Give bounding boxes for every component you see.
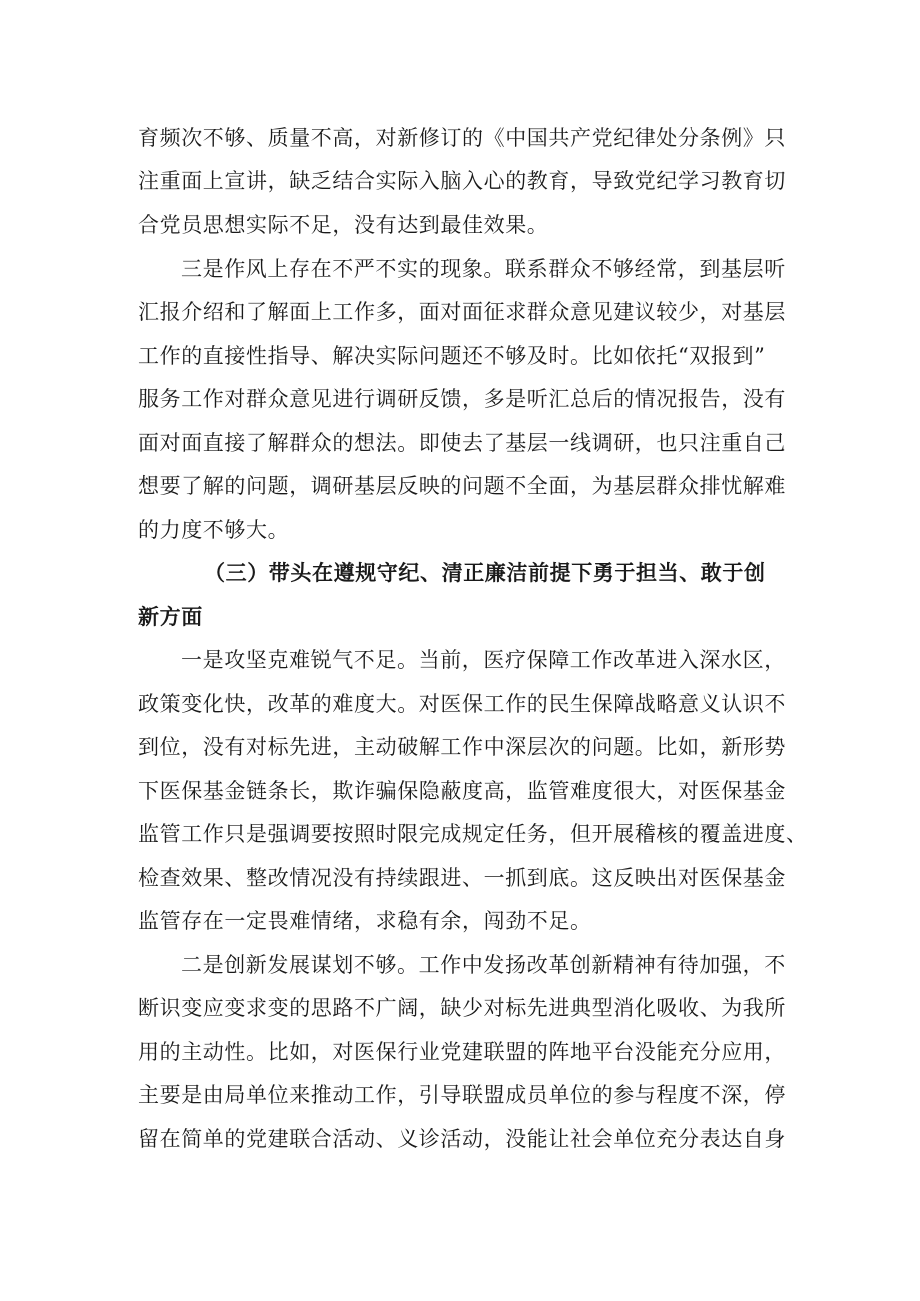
paragraph-start-line: 三是作风上存在不严不实的现象。联系群众不够经常，到基层听 [181, 257, 786, 281]
text-line: 用的主动性。比如，对医保行业党建联盟的阵地平台没能充分应用， [138, 1040, 786, 1064]
text-line: 政策变化快，改革的难度大。对医保工作的民生保障战略意义认识不 [138, 692, 786, 716]
text-line: 育频次不够、质量不高，对新修订的《中国共产党纪律处分条例》只 [138, 126, 786, 150]
text-line: 工作的直接性指导、解决实际问题还不够及时。比如依托“双报到” [138, 344, 766, 368]
text-line: 想要了解的问题，调研基层反映的问题不全面，为基层群众排忧解难 [138, 474, 786, 498]
text-line: 断识变应变求变的思路不广阔，缺少对标先进典型消化吸收、为我所 [138, 996, 786, 1020]
text-line: 留在简单的党建联合活动、义诊活动，没能让社会单位充分表达自身 [138, 1127, 786, 1151]
text-line: 到位，没有对标先进，主动破解工作中深层次的问题。比如，新形势 [138, 735, 786, 759]
text-line: 下医保基金链条长，欺诈骗保隐蔽度高，监管难度很大，对医保基金 [138, 779, 786, 803]
section-heading-continued: 新方面 [138, 604, 203, 629]
section-heading: （三）带头在遵规守纪、清正廉洁前提下勇于担当、敢于创 [204, 560, 766, 585]
text-line: 主要是由局单位来推动工作，引导联盟成员单位的参与程度不深，停 [138, 1083, 786, 1107]
paragraph-start-line: 一是攻坚克难锐气不足。当前，医疗保障工作改革进入深水区， [181, 648, 786, 672]
text-line: 监管工作只是强调要按照时限完成规定任务，但开展稽核的覆盖进度、 [138, 822, 808, 846]
text-line: 汇报介绍和了解面上工作多，面对面征求群众意见建议较少，对基层 [138, 300, 786, 324]
text-line: 服务工作对群众意见进行调研反馈，多是听汇总后的情况报告，没有 [138, 387, 786, 411]
text-line: 面对面直接了解群众的想法。即使去了基层一线调研，也只注重自己 [138, 431, 786, 455]
text-line: 合党员思想实际不足，没有达到最佳效果。 [138, 213, 549, 237]
text-line: 的力度不够大。 [138, 518, 290, 542]
text-line: 检查效果、整改情况没有持续跟进、一抓到底。这反映出对医保基金 [138, 866, 786, 890]
paragraph-start-line: 二是创新发展谋划不够。工作中发扬改革创新精神有待加强，不 [181, 953, 786, 977]
text-line: 注重面上宣讲，缺乏结合实际入脑入心的教育，导致党纪学习教育切 [138, 169, 786, 193]
text-line: 监管存在一定畏难情绪，求稳有余，闯劲不足。 [138, 909, 592, 933]
